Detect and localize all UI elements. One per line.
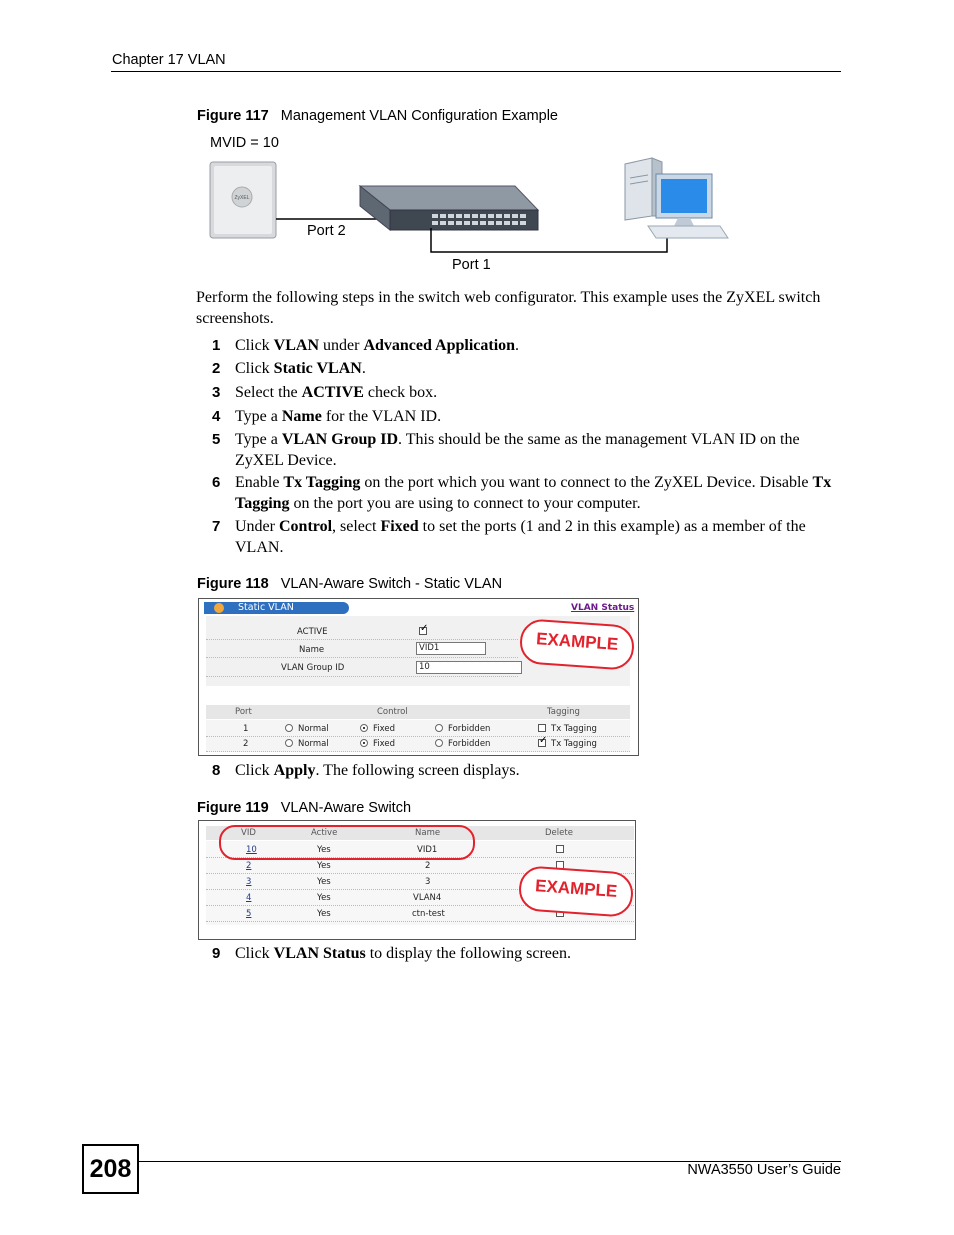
- col-vid: VID: [241, 828, 256, 838]
- panel-title: Static VLAN: [238, 602, 294, 613]
- row-highlight-oval: [219, 825, 475, 860]
- port1-label: Port 1: [452, 257, 491, 273]
- active-label: ACTIVE: [297, 627, 328, 637]
- cable-port1: [431, 228, 667, 252]
- vlan-name: 2: [425, 861, 431, 871]
- opt-tx-label: Tx Tagging: [551, 739, 597, 749]
- port-1-normal-radio[interactable]: [285, 724, 293, 732]
- step-5: 5 Type a VLAN Group ID. This should be the same as the management VLAN ID on the ZyXEL Device.: [212, 431, 800, 469]
- vid-link-4[interactable]: 4: [246, 893, 252, 903]
- step-6: 6 Enable Tx Tagging on the port which you want to connect to the ZyXEL Device. Disable Tx Tagging on the port you are using to connect to your computer.: [212, 474, 832, 512]
- switch-icon: [360, 186, 538, 230]
- panel-title-icon: [214, 603, 224, 613]
- port-2-fixed-radio[interactable]: [360, 739, 368, 747]
- figure-117-caption: Figure 117 Management VLAN Configuration Example: [197, 108, 558, 124]
- vlan-name: ctn-test: [412, 909, 445, 919]
- vlan-active: Yes: [317, 877, 331, 887]
- vid-link-3[interactable]: 3: [246, 877, 252, 887]
- step-8: 8 Click Apply. The following screen displays.: [212, 762, 520, 779]
- delete-checkbox[interactable]: [556, 845, 564, 853]
- chapter-header: Chapter 17 VLAN: [112, 52, 226, 68]
- port-1-tx-tagging-checkbox[interactable]: [538, 724, 546, 732]
- step-7: 7 Under Control, select Fixed to set the ports (1 and 2 in this example) as a member of the VLAN.: [212, 518, 806, 556]
- opt-fixed-label: Fixed: [373, 724, 396, 734]
- example-badge: EXAMPLE: [518, 865, 635, 918]
- ap-brand-text: ZyXEL: [234, 195, 250, 201]
- port-1-fixed-radio[interactable]: [360, 724, 368, 732]
- vlan-active: Yes: [317, 845, 331, 855]
- col-port: Port: [235, 707, 252, 717]
- vlan-status-link[interactable]: VLAN Status: [571, 603, 635, 613]
- static-vlan-panel: [198, 598, 639, 756]
- vlan-active: Yes: [317, 909, 331, 919]
- name-label: Name: [299, 645, 325, 655]
- port2-label: Port 2: [307, 223, 346, 239]
- step-3: 3 Select the ACTIVE check box.: [212, 384, 438, 401]
- port-2-normal-radio[interactable]: [285, 739, 293, 747]
- computer-icon: [625, 158, 728, 238]
- vlan-active: Yes: [317, 893, 331, 903]
- active-check-icon: ✓: [420, 623, 429, 634]
- col-name: Name: [415, 828, 441, 838]
- opt-forbidden-label: Forbidden: [448, 724, 491, 734]
- col-active: Active: [311, 828, 338, 838]
- step-9: 9 Click VLAN Status to display the following screen.: [212, 945, 571, 962]
- name-input[interactable]: VID1: [416, 642, 486, 655]
- page-number: 208: [82, 1144, 139, 1194]
- example-badge: EXAMPLE: [519, 618, 636, 671]
- opt-tx-label: Tx Tagging: [551, 724, 597, 734]
- vlan-group-id-input[interactable]: 10: [416, 661, 522, 674]
- header-rule: [111, 71, 841, 72]
- vid-link-10[interactable]: 10: [246, 845, 257, 855]
- vlan-active: Yes: [317, 861, 331, 871]
- step-2: 2 Click Static VLAN.: [212, 360, 366, 377]
- intro-paragraph: Perform the following steps in the switch web configurator. This example uses the ZyXEL switch screenshots.: [196, 289, 821, 327]
- vid-link-5[interactable]: 5: [246, 909, 252, 919]
- mvid-label: MVID = 10: [210, 135, 279, 151]
- opt-fixed-label: Fixed: [373, 739, 396, 749]
- vid-link-2[interactable]: 2: [246, 861, 252, 871]
- opt-normal-label: Normal: [298, 739, 329, 749]
- panel-title-bar: [204, 602, 349, 614]
- port-2-check-icon: ✓: [539, 735, 548, 746]
- guide-title: NWA3550 User’s Guide: [687, 1162, 841, 1178]
- col-delete: Delete: [545, 828, 573, 838]
- figure-119-caption: Figure 119 VLAN-Aware Switch: [197, 800, 412, 816]
- opt-normal-label: Normal: [298, 724, 329, 734]
- vlan-group-id-label: VLAN Group ID: [281, 663, 345, 673]
- vlan-name: VID1: [417, 845, 438, 855]
- port-2-forbidden-radio[interactable]: [435, 739, 443, 747]
- vlan-list-panel: [198, 820, 636, 940]
- vlan-name: VLAN4: [413, 893, 442, 903]
- port-2-label: 2: [243, 739, 249, 749]
- col-tagging: Tagging: [547, 707, 580, 717]
- port-1-forbidden-radio[interactable]: [435, 724, 443, 732]
- vlan-name: 3: [425, 877, 431, 887]
- opt-forbidden-label: Forbidden: [448, 739, 491, 749]
- access-point-icon: [210, 162, 276, 238]
- step-4: 4 Type a Name for the VLAN ID.: [212, 408, 442, 425]
- col-control: Control: [377, 707, 408, 717]
- figure-118-caption: Figure 118 VLAN-Aware Switch - Static VLAN: [197, 576, 503, 592]
- step-1: 1 Click VLAN under Advanced Application.: [212, 337, 520, 354]
- port-1-label: 1: [243, 724, 249, 734]
